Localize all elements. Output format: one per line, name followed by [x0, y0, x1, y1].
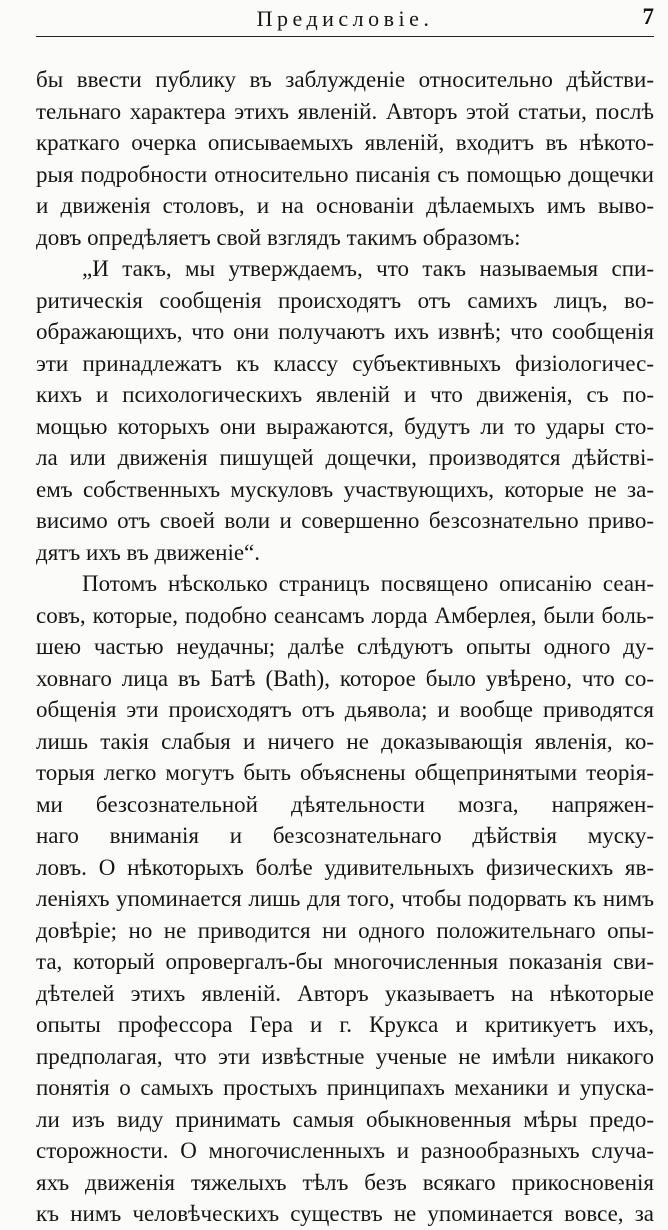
text-line: сторожности. О многочисленныхъ и разнообразныхъ случа-: [36, 1138, 654, 1163]
text-line: довъ опредѣляетъ свой взглядъ такимъ образомъ:: [36, 224, 521, 250]
text-line: общенія эти происходятъ отъ дьявола; и вообще приводятся: [36, 697, 654, 722]
text-line: ми безсознательной дѣятельности мозга, напряжен-: [36, 791, 654, 817]
text-line: торыя легко могутъ быть объяснены общепринятыми теорія-: [36, 760, 654, 785]
text-line: леніяхъ упоминается лишь для того, чтобы подорвать къ нимъ: [36, 886, 654, 911]
text-line: ритическія сообщенія происходятъ отъ самихъ лицъ, во-: [36, 287, 654, 313]
text-line: къ нимъ человѣческихъ существъ не упоминается вовсе, за: [36, 1201, 654, 1226]
text-line: совъ, которые, подобно сеансамъ лорда Амберлея, были боль-: [36, 602, 654, 628]
page-number: 7: [642, 4, 654, 29]
text-line: кихъ и психологическихъ явленій и что движенія, съ по-: [36, 382, 654, 407]
text-line: и движенія столовъ, и на основаніи дѣлаемыхъ имъ выво-: [36, 193, 654, 218]
text-line: мощью которыхъ они выражаются, будутъ ли то удары сто-: [36, 413, 654, 439]
page-header: [36, 4, 654, 32]
running-title: Предисловіе.: [256, 6, 434, 31]
paragraph-start-line: Потомъ нѣсколько страницъ посвящено описанію сеан-: [82, 571, 654, 596]
text-line: наго вниманія и безсознательнаго дѣйствія муску-: [36, 823, 654, 848]
text-line: ховнаго лица въ Батѣ (Bath), которое было увѣрено, что со-: [36, 665, 654, 691]
body-text: [36, 64, 654, 1230]
text-line: ловъ. О нѣкоторыхъ болѣе удивительныхъ физическихъ яв-: [36, 854, 654, 880]
text-line: емъ собственныхъ мускуловъ участвующихъ, которые не за-: [36, 476, 654, 502]
text-line: висимо отъ своей воли и совершенно безсознательно приво-: [36, 508, 654, 533]
text-line: эти принадлежатъ къ классу субъективныхъ физіологичес-: [36, 350, 654, 376]
text-line: бы ввести публику въ заблужденіе относительно дѣйстви-: [36, 67, 654, 92]
text-line: яхъ движенія тяжелыхъ тѣлъ безъ всякаго прикосновенія: [36, 1169, 654, 1195]
header-rule: [36, 36, 654, 37]
text-line: лишь такія слабыя и ничего не доказывающія явленія, ко-: [36, 728, 654, 754]
text-line: ображающихъ, что они получаютъ ихъ извнѣ; что сообщенія: [36, 319, 654, 344]
text-line: ли изъ виду принимать самыя обыкновенныя мѣры предо-: [36, 1106, 654, 1132]
text-line: та, который опровергалъ-бы многочисленныя показанія сви-: [36, 949, 654, 974]
text-line: тельнаго характера этихъ явленій. Авторъ этой статьи, послѣ: [36, 98, 654, 124]
text-line: дятъ ихъ въ движеніе“.: [36, 539, 261, 565]
text-line: ла или движенія пишущей дощечки, производятся дѣйстві-: [36, 445, 654, 470]
text-line: краткаго очерка описываемыхъ явленій, входитъ въ нѣкото-: [36, 130, 654, 155]
text-line: дѣтелей этихъ явленій. Авторъ указываетъ на нѣкоторые: [36, 980, 654, 1006]
text-line: шею частью неудачны; далѣе слѣдуютъ опыты одного ду-: [36, 634, 654, 659]
text-line: предполагая, что эти извѣстные ученые не имѣли никакого: [36, 1043, 654, 1069]
quote-start-line: „И такъ, мы утверждаемъ, что такъ называемыя спи-: [82, 256, 654, 281]
text-line: рыя подробности относительно писанія съ помощью дощечки: [36, 161, 654, 187]
text-line: понятія о самыхъ простыхъ принципахъ механики и упуска-: [36, 1075, 654, 1100]
text-line: опыты профессора Гера и г. Крукса и критикуетъ ихъ,: [36, 1012, 654, 1037]
text-line: довѣріе; но не приводится ни одного положительнаго опы-: [36, 917, 654, 943]
